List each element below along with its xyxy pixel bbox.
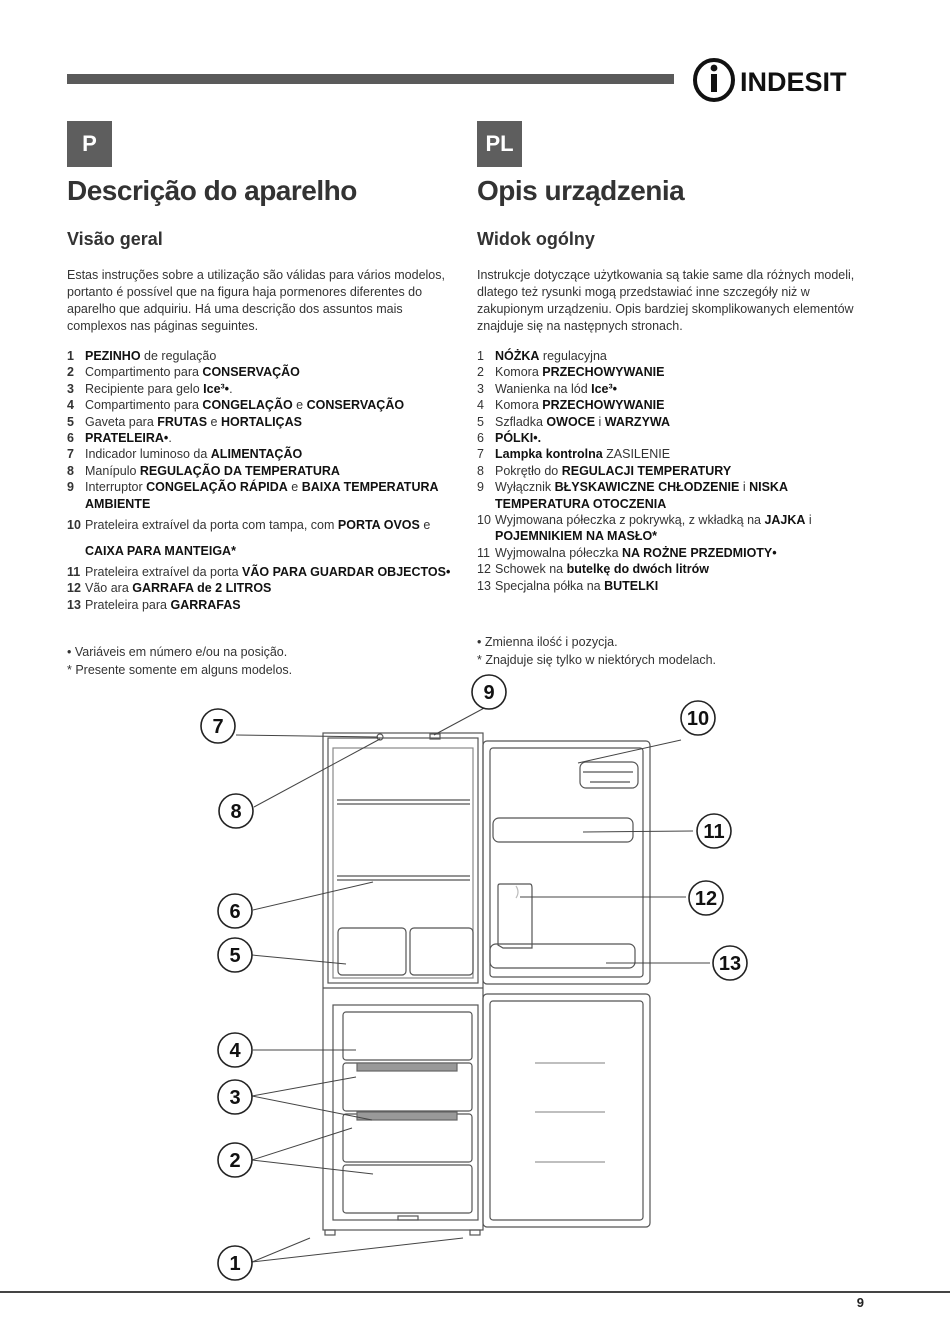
callout-8 [219, 794, 253, 828]
freezer-drawer [343, 1012, 472, 1060]
part-text: Recipiente para gelo [85, 381, 204, 396]
freezer-drawer [343, 1165, 472, 1213]
part-text: Interruptor [85, 480, 147, 495]
part-number: 12 [477, 562, 491, 577]
part-name: CONSERVAÇÃO [306, 398, 405, 413]
part-number: 1 [477, 349, 484, 363]
part-name: OWOCE [546, 414, 596, 429]
part-number: 9 [477, 480, 484, 495]
callout-1 [218, 1246, 252, 1280]
callout-label: 6 [229, 901, 241, 923]
part-number: 13 [67, 597, 81, 612]
part-name: CONGELAÇÃO RÁPIDA [146, 480, 288, 495]
crisper-drawer-right [410, 928, 473, 975]
part-number: 4 [477, 398, 484, 413]
page-number: 9 [856, 1295, 864, 1310]
part-number: 7 [67, 447, 74, 462]
callout-label: 7 [212, 716, 224, 738]
part-number: 8 [67, 463, 74, 478]
part-name: Lampka kontrolna [495, 447, 603, 462]
part-text: Prateleira para [85, 597, 171, 612]
page-title-pt: Descrição do aparelho [67, 175, 357, 206]
part-number: 6 [477, 431, 484, 446]
part-name: ALIMENTAÇÃO [210, 447, 303, 462]
door-shelf [493, 818, 633, 842]
part-name: BŁYSKAWICZNE CHŁODZENIE [554, 480, 740, 495]
part-name: NÓŻKA [495, 349, 540, 363]
part-number: 2 [67, 365, 74, 380]
callout-label: 5 [229, 945, 241, 967]
part-number: 8 [477, 463, 484, 478]
part-text: e [292, 398, 307, 413]
callout-label: 9 [483, 682, 495, 704]
callout-label: 8 [230, 801, 242, 823]
part-name: GARRAFAS [170, 597, 241, 612]
note-variable-pt: • Variáveis em número e/ou na posição. [67, 645, 288, 659]
callout-label: 4 [229, 1040, 241, 1062]
part-text: Vão ara [85, 581, 133, 596]
part-text: Wanienka na lód [495, 381, 592, 396]
fridge-body [323, 733, 483, 1230]
part-text: Compartimento para [85, 365, 203, 380]
part-text: de regulação [140, 349, 217, 363]
callout-label: 11 [703, 821, 725, 843]
part-text: . [229, 381, 233, 396]
freezer-door [483, 994, 650, 1227]
callout-6 [218, 894, 252, 928]
part-number: 1 [67, 349, 74, 363]
part-text: e [287, 480, 302, 495]
callout-label: 13 [718, 953, 742, 975]
note-variable-pl: • Zmienna ilość i pozycja. [477, 635, 618, 649]
part-name: VÃO PARA GUARDAR OBJECTOS• [242, 565, 451, 580]
part-number: 11 [67, 565, 81, 580]
bottle-holder [498, 884, 532, 948]
part-text: Komora [495, 365, 543, 380]
callout-11 [697, 814, 731, 848]
part-name: Ice³• [203, 381, 230, 396]
callout-12 [689, 881, 723, 915]
intro-text-pt: Estas instruções sobre a utilização são válidas para vários modelos, portanto é possível que na figura haja pormenores diferentes do aparelho que adquiriu. Há uma descrição dos assuntos mais complexos nas páginas seguintes. [67, 268, 445, 333]
callout-13 [713, 946, 747, 980]
part-text: e [207, 414, 221, 429]
part-name: NA ROŻNE PRZEDMIOTY• [622, 545, 777, 560]
freezer-drawer [343, 1114, 472, 1162]
part-name: CAIXA PARA MANTEIGA* [85, 544, 236, 559]
part-name: GARRAFA de 2 LITROS [132, 581, 272, 596]
section-heading-pl: Widok ogólny [477, 229, 595, 249]
part-name: PRZECHOWYWANIE [542, 365, 665, 380]
note-optional-pl: * Znajduje się tylko w niektórych modelach. [477, 653, 717, 667]
part-name: PRATELEIRA• [85, 431, 169, 446]
part-number: 7 [477, 447, 484, 462]
part-name: butelkę do dwóch litrów [566, 562, 709, 577]
note-optional-pt: * Presente somente em alguns modelos. [67, 663, 293, 677]
part-name: JAJKA [764, 513, 806, 528]
part-text: Indicador luminoso da [85, 447, 211, 462]
part-text: e [419, 518, 431, 533]
callout-7 [201, 709, 235, 743]
part-text: Specjalna półka na [495, 578, 605, 593]
part-text: Prateleira extraível da porta com tampa, com [85, 518, 338, 533]
part-number: 12 [67, 581, 81, 596]
callout-10 [681, 701, 715, 735]
part-name: CONGELAÇÃO [202, 398, 293, 413]
part-text: Wyjmowalna półeczka [495, 545, 623, 560]
callout-label: 3 [229, 1087, 241, 1109]
crisper-drawer-left [338, 928, 406, 975]
callout-label: 12 [694, 888, 718, 910]
part-text: Gaveta para [85, 414, 158, 429]
language-badge-pl: PL [477, 121, 522, 167]
page-title-pl: Opis urządzenia [477, 175, 685, 206]
part-number: 3 [477, 381, 484, 396]
language-badge-pt: P [67, 121, 112, 167]
callout-2 [218, 1143, 252, 1177]
part-text: Komora [495, 398, 543, 413]
part-number: 9 [67, 480, 74, 495]
callout-9 [472, 675, 506, 709]
ice-tray [357, 1112, 457, 1120]
part-number: 10 [67, 518, 81, 533]
part-number: 4 [67, 398, 74, 413]
footer-rule [0, 1291, 950, 1293]
part-text: Prateleira extraível da porta [85, 565, 243, 580]
callout-label: 1 [229, 1253, 241, 1275]
part-name: PRZECHOWYWANIE [542, 398, 665, 413]
part-text: Wyłącznik [495, 480, 555, 495]
part-text: Schowek na [495, 562, 567, 577]
part-name: PÓLKI•. [495, 431, 542, 446]
part-text: Wyjmowana półeczka z pokrywką, z wkładką na [495, 513, 765, 528]
part-name: HORTALIÇAS [220, 414, 302, 429]
ice-tray [357, 1063, 457, 1071]
section-heading-pt: Visão geral [67, 229, 163, 249]
part-name: REGULACJI TEMPERATURY [561, 463, 732, 478]
callout-4 [218, 1033, 252, 1067]
part-text: ZASILENIE [602, 447, 671, 462]
part-text: i [805, 513, 812, 528]
part-number: 6 [67, 431, 74, 446]
intro-text-pl: Instrukcje dotyczące użytkowania są takie same dla różnych modeli, dlatego też rysunki mogą przedstawiać inne szczegóły niż w zakupionym urządzeniu. Opis bardziej skomplikowanych elementów znajduje się na następnych stronach. [477, 268, 855, 333]
callout-5 [218, 938, 252, 972]
callout-label: 10 [686, 708, 710, 730]
part-number: 3 [67, 381, 74, 396]
part-number: 13 [477, 578, 491, 593]
part-text: Manípulo [85, 463, 140, 478]
callout-label: 2 [229, 1150, 241, 1172]
part-text: i [595, 414, 605, 429]
part-text: Pokrętło do [495, 463, 562, 478]
part-name: CONSERVAÇÃO [202, 365, 300, 380]
callout-3 [218, 1080, 252, 1114]
part-text: i [739, 480, 750, 495]
part-name: BAIXA TEMPERATURA AMBIENTE [85, 480, 439, 511]
part-name: POJEMNIKIEM NA MASŁO* [495, 529, 658, 544]
part-name: WARZYWA [604, 414, 671, 429]
part-name: BUTELKI [604, 578, 659, 593]
part-text: Szfladka [495, 414, 547, 429]
part-number: 5 [477, 414, 484, 429]
part-name: Ice³• [591, 381, 618, 396]
part-name: REGULAÇÃO DA TEMPERATURA [139, 463, 340, 478]
part-text: . [168, 431, 172, 446]
part-number: 11 [477, 545, 490, 560]
part-name: PEZINHO [85, 349, 141, 363]
part-name: PORTA OVOS [337, 518, 420, 533]
part-number: 5 [67, 414, 74, 429]
part-text: Compartimento para [85, 398, 203, 413]
part-name: FRUTAS [157, 414, 208, 429]
brand-name: INDESIT [740, 67, 847, 97]
part-number: 2 [477, 365, 484, 380]
part-text: regulacyjna [539, 349, 607, 363]
egg-butter-shelf [580, 762, 638, 788]
part-number: 10 [477, 513, 491, 528]
part-name: NISKA TEMPERATURA OTOCZENIA [495, 480, 788, 511]
